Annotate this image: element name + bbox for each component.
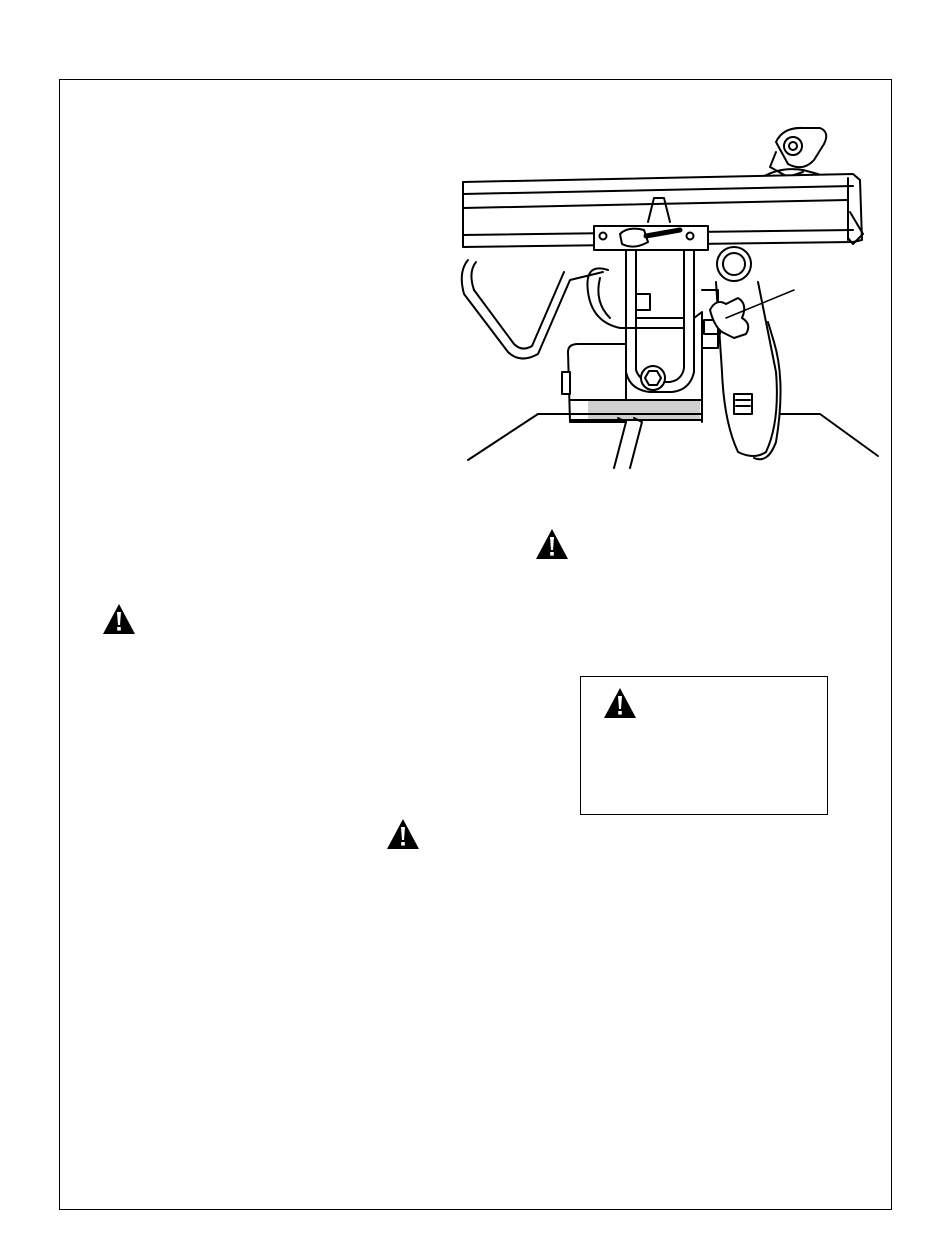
warning-triangle-icon	[603, 687, 637, 719]
warning-box	[580, 676, 828, 815]
saw-drawing	[458, 122, 882, 472]
warning-triangle-icon	[102, 603, 136, 635]
radial-arm-saw-illustration	[458, 122, 882, 472]
warning-triangle-icon	[535, 528, 569, 560]
warning-triangle-icon	[386, 818, 420, 850]
